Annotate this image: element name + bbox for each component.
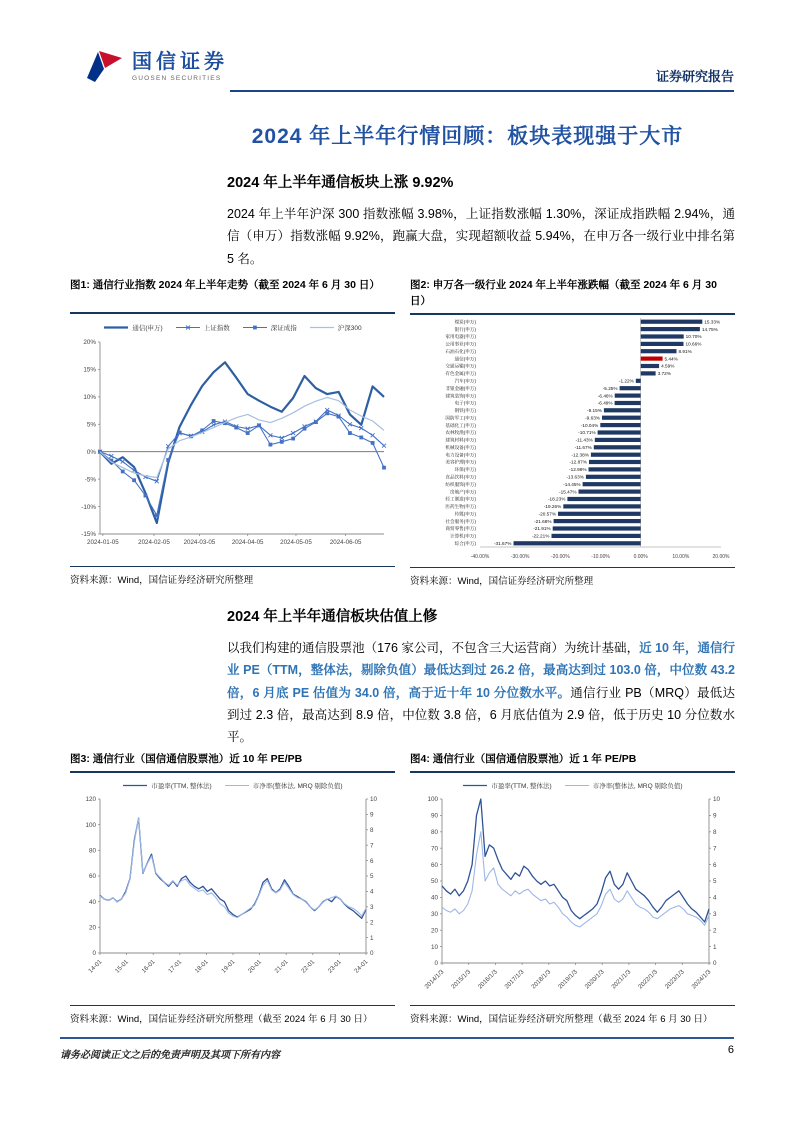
svg-text:-9.63%: -9.63% [585,414,600,420]
legend-label: 市净率(整体法, MRQ 剔除负值) [592,783,683,791]
svg-text:100: 100 [427,795,438,803]
svg-text:2016/1/3: 2016/1/3 [476,968,499,991]
legend-swatch [309,323,335,332]
svg-text:9: 9 [713,812,717,820]
svg-text:2015/1/3: 2015/1/3 [450,968,473,991]
svg-text:3: 3 [370,903,374,911]
page-number: 6 [727,1044,734,1056]
report-type-label: 证券研究报告 [655,69,734,84]
figure-3-legend [70,773,395,793]
svg-text:传媒(申万): 传媒(申万) [454,510,476,516]
svg-text:0%: 0% [86,448,96,456]
svg-text:2024-03-05: 2024-03-05 [183,539,216,546]
svg-text:1: 1 [713,943,717,951]
svg-text:4.59%: 4.59% [661,363,675,369]
svg-text:-31.67%: -31.67% [493,540,512,546]
svg-text:机械设备(申万): 机械设备(申万) [445,444,476,450]
logo-en: GUOSEN SECURITIES [132,75,222,82]
svg-text:10.00%: 10.00% [672,553,690,560]
svg-text:钢铁(申万): 钢铁(申万) [454,407,476,413]
svg-text:10.70%: 10.70% [685,333,702,339]
svg-text:40: 40 [88,898,96,906]
figure-1-chart-area [70,314,395,566]
svg-text:0: 0 [370,949,374,957]
svg-text:20%: 20% [83,339,96,347]
svg-text:120: 120 [85,795,96,803]
section-1-body: 2024 年上半年沪深 300 指数涨幅 3.98%，上证指数涨幅 1.30%，深证成指跌幅 2.94%，通信（申万）指数涨幅 9.92%，跑赢大盘，实现超额收益 5.94%，在申万各一级行业中排名第 5 名。 [227,207,735,266]
svg-text:70: 70 [430,845,438,853]
svg-text:房地产(申万): 房地产(申万) [449,488,476,494]
svg-text:-6.46%: -6.46% [597,392,613,398]
svg-text:10: 10 [713,795,721,803]
figure-4 [410,752,735,1025]
svg-text:2018/1/3: 2018/1/3 [530,968,553,991]
svg-text:20.00%: 20.00% [712,553,730,560]
header-divider [230,90,734,92]
svg-text:40: 40 [430,894,438,902]
legend-item [462,781,551,790]
svg-text:14.75%: 14.75% [701,326,718,332]
svg-text:-12.38%: -12.38% [571,451,589,457]
legend-swatch [462,781,488,790]
svg-text:食品饮料(申万): 食品饮料(申万) [445,474,476,480]
svg-text:2024-02-05: 2024-02-05 [138,539,170,546]
svg-text:8.91%: 8.91% [678,348,692,354]
svg-text:21-01: 21-01 [273,958,290,975]
svg-text:建筑装饰(申万): 建筑装饰(申万) [445,392,476,398]
svg-text:2024-06-05: 2024-06-05 [329,539,362,546]
svg-text:2: 2 [713,927,717,935]
svg-text:-18.23%: -18.23% [547,496,566,502]
svg-text:30: 30 [430,910,438,918]
legend-label: 沪深300 [337,324,362,332]
svg-text:5.44%: 5.44% [664,355,678,361]
svg-text:6: 6 [370,857,374,865]
svg-text:-13.63%: -13.63% [566,474,584,480]
svg-text:家用电器(申万): 家用电器(申万) [445,333,476,339]
figure-4-title: 图4: 通信行业（国信通信股票池）近 1 年 PE/PB [410,752,735,773]
svg-text:17-01: 17-01 [167,958,184,975]
svg-text:15.33%: 15.33% [704,318,721,324]
section-2-heading: 2024 年上半年通信板块估值上修 [227,609,438,625]
svg-text:-21.91%: -21.91% [533,525,551,531]
svg-text:-10.71%: -10.71% [578,429,596,435]
svg-text:2024/1/3: 2024/1/3 [690,968,713,991]
legend-item [122,781,211,790]
svg-text:2024-05-05: 2024-05-05 [280,539,312,546]
svg-text:19-01: 19-01 [220,958,237,975]
svg-text:美容护理(申万): 美容护理(申万) [445,459,476,465]
svg-text:轻工制造(申万): 轻工制造(申万) [445,496,476,502]
svg-text:4: 4 [370,888,374,896]
svg-text:10.66%: 10.66% [685,341,702,347]
svg-text:交通运输(申万): 交通运输(申万) [445,363,476,369]
svg-text:-22.21%: -22.21% [531,533,550,539]
svg-text:20: 20 [88,924,96,932]
svg-text:-14.45%: -14.45% [563,481,581,487]
svg-text:1: 1 [370,934,374,942]
logo-cn: 国信证券 [132,51,228,73]
figure-1 [70,278,395,587]
svg-text:60: 60 [88,872,96,880]
svg-text:8: 8 [713,828,717,836]
legend-label: 通信(申万) [132,324,163,332]
footer-disclaimer: 请务必阅读正文之后的免责声明及其项下所有内容 [60,1050,280,1061]
svg-text:6: 6 [713,861,717,869]
svg-text:石油石化(申万): 石油石化(申万) [445,348,476,354]
figure-4-source: 资料来源：Wind，国信证券经济研究所整理（截至 2024 年 6 月 30 日） [410,1005,735,1025]
svg-text:有色金属(申万): 有色金属(申万) [445,370,476,376]
svg-text:基础化工(申万): 基础化工(申万) [445,422,476,428]
svg-text:-9.15%: -9.15% [587,407,602,413]
svg-text:社会服务(申万): 社会服务(申万) [445,518,476,524]
svg-text:-12.87%: -12.87% [569,459,587,465]
svg-text:农林牧渔(申万): 农林牧渔(申万) [445,429,476,435]
figure-4-chart-area [410,773,735,1005]
svg-text:纺织服饰(申万): 纺织服饰(申万) [445,481,476,487]
svg-text:2: 2 [370,919,374,927]
svg-text:22-01: 22-01 [300,958,317,975]
svg-text:10: 10 [370,795,378,803]
svg-text:通信(申万): 通信(申万) [454,355,476,361]
svg-text:0: 0 [434,959,438,967]
figure-3-line-chart [70,793,395,985]
figure-1-title: 图1: 通信行业指数 2024 年上半年走势（截至 2024 年 6 月 30 日） [70,278,395,314]
svg-text:医药生物(申万): 医药生物(申万) [445,503,476,509]
svg-text:电力设备(申万): 电力设备(申万) [445,451,476,457]
section-1 [227,171,735,270]
svg-text:环保(申万): 环保(申万) [454,466,476,472]
legend-label: 市净率(整体法, MRQ 剔除负值) [252,783,343,791]
svg-text:100: 100 [85,821,96,829]
legend-label: 深证成指 [270,324,297,332]
svg-text:-20.57%: -20.57% [538,510,557,516]
svg-text:-15.47%: -15.47% [559,488,577,494]
figure-3-chart-area [70,773,395,1005]
svg-text:50: 50 [430,877,438,885]
figure-row-2 [70,752,735,1025]
figure-2-source: 资料来源：Wind，国信证券经济研究所整理 [410,567,735,587]
figure-2-bar-chart [410,315,735,561]
legend-item [242,323,297,332]
legend-label: 市盈率(TTM, 整体法) [151,783,212,791]
svg-text:国防军工(申万): 国防军工(申万) [445,414,476,420]
svg-text:-12.98%: -12.98% [569,466,587,472]
svg-text:3: 3 [713,910,717,918]
svg-text:2022/1/3: 2022/1/3 [637,968,660,991]
legend-swatch [175,323,201,332]
svg-text:18-01: 18-01 [193,958,210,975]
svg-text:10%: 10% [83,394,96,402]
svg-text:2024-04-05: 2024-04-05 [231,539,264,546]
figure-4-legend [410,773,735,793]
svg-text:煤炭(申万): 煤炭(申万) [454,318,476,324]
svg-text:80: 80 [88,847,96,855]
figure-1-line-chart [70,334,395,550]
legend-item [103,323,162,332]
svg-text:2023/1/3: 2023/1/3 [663,968,686,991]
svg-text:-11.67%: -11.67% [574,444,592,450]
svg-text:2017/1/3: 2017/1/3 [503,968,526,991]
guosen-logo-text [132,52,228,82]
svg-text:电子(申万): 电子(申万) [454,400,476,406]
figure-4-line-chart [410,793,735,1009]
svg-text:-40.00%: -40.00% [470,553,490,560]
svg-text:-5.25%: -5.25% [602,385,618,391]
svg-text:20: 20 [430,927,438,935]
figure-row-1 [70,278,735,587]
figure-2 [410,278,735,587]
svg-text:-21.68%: -21.68% [534,518,552,524]
legend-swatch [224,781,250,790]
svg-text:计算机(申万): 计算机(申万) [449,533,476,539]
svg-text:公用事业(申万): 公用事业(申万) [445,341,476,347]
svg-text:15-01: 15-01 [113,958,131,975]
svg-text:60: 60 [430,861,438,869]
svg-text:10: 10 [430,943,438,951]
svg-text:-11.43%: -11.43% [575,437,593,443]
section-2 [227,605,735,748]
legend-swatch [564,781,590,790]
svg-text:商贸零售(申万): 商贸零售(申万) [445,525,476,531]
figure-3-source: 资料来源：Wind，国信证券经济研究所整理（截至 2024 年 6 月 30 日） [70,1005,395,1025]
svg-text:8: 8 [370,826,374,834]
svg-text:5: 5 [713,877,717,885]
section-2-body-part2: 通信行业 PB（MRQ）最低达到过 2.3 倍，最高达到 8.9 倍，中位数 3.8 倍，6 月底估值为 2.9 倍，低于历史 10 分位数水平。 [227,685,736,744]
legend-swatch [103,323,129,332]
svg-text:7: 7 [713,845,717,853]
svg-text:9: 9 [370,811,374,819]
figure-3 [70,752,395,1025]
svg-text:0: 0 [713,959,717,967]
svg-text:14-01: 14-01 [87,958,104,975]
svg-text:80: 80 [430,828,438,836]
guosen-logo-icon [84,50,124,84]
svg-text:0.00%: 0.00% [633,553,648,560]
svg-text:5: 5 [370,872,374,880]
legend-item [175,323,230,332]
svg-text:15%: 15% [83,366,96,374]
legend-item [224,781,343,790]
legend-swatch [122,781,148,790]
svg-text:-30.00%: -30.00% [510,553,530,560]
svg-text:3.72%: 3.72% [657,370,671,376]
legend-swatch [242,323,268,332]
svg-text:2021/1/3: 2021/1/3 [610,968,633,991]
page-title: 2024 年上半年行情回顾：板块表现强于大市 [251,125,684,148]
section-2-body-part1: 以我们构建的通信股票池（176 家公司，不包含三大运营商）为统计基础， [227,641,640,655]
svg-text:2020/1/3: 2020/1/3 [583,968,606,991]
svg-text:非银金融(申万): 非银金融(申万) [445,385,476,391]
svg-text:2014/1/3: 2014/1/3 [423,968,446,991]
svg-text:-5%: -5% [84,476,96,484]
svg-text:建筑材料(申万): 建筑材料(申万) [445,437,476,443]
legend-item [564,781,683,790]
figure-3-title: 图3: 通信行业（国信通信股票池）近 10 年 PE/PB [70,752,395,773]
svg-text:-19.26%: -19.26% [543,503,562,509]
figure-1-source: 资料来源：Wind，国信证券经济研究所整理 [70,566,395,586]
svg-text:4: 4 [713,894,717,902]
section-2-body-emphasis: 近 10 年，通信行业 PE（TTM，整体法，剔除负值）最低达到过 26.2 倍，最高达到过 103.0 倍，中位数 43.2 倍，6 月底 PE 估值为 34.0 倍，高于近十年 10 分位数水平。 [227,641,735,700]
svg-text:-10.04%: -10.04% [580,422,599,428]
svg-text:-20.00%: -20.00% [551,553,570,560]
legend-label: 上证指数 [203,324,230,332]
svg-text:16-01: 16-01 [140,958,157,975]
svg-text:2024-01-05: 2024-01-05 [87,539,119,546]
svg-text:汽车(申万): 汽车(申万) [454,377,476,383]
svg-text:-15%: -15% [81,531,96,539]
svg-text:7: 7 [370,842,374,850]
footer-divider [60,1037,734,1039]
svg-text:-10.00%: -10.00% [591,553,610,560]
svg-text:综合(申万): 综合(申万) [454,540,476,546]
svg-text:24-01: 24-01 [353,958,370,975]
svg-text:23-01: 23-01 [326,958,343,975]
svg-text:20-01: 20-01 [246,958,264,975]
svg-text:-1.22%: -1.22% [618,377,634,383]
figure-2-chart-area [410,315,735,567]
legend-item [309,323,362,332]
section-2-body [227,637,735,748]
svg-text:-6.49%: -6.49% [597,400,613,406]
svg-text:0: 0 [92,949,96,957]
figure-2-title: 图2: 申万各一级行业 2024 年上半年涨跌幅（截至 2024 年 6 月 30 日） [410,278,735,315]
section-1-heading: 2024 年上半年通信板块上涨 9.92% [227,175,454,191]
svg-text:5%: 5% [86,421,96,429]
figure-1-legend [70,314,395,334]
svg-text:-10%: -10% [81,503,96,511]
legend-label: 市盈率(TTM, 整体法) [491,783,552,791]
svg-text:90: 90 [430,812,438,820]
svg-text:2019/1/3: 2019/1/3 [556,968,579,991]
guosen-logo [84,50,228,84]
svg-text:银行(申万): 银行(申万) [454,326,476,332]
